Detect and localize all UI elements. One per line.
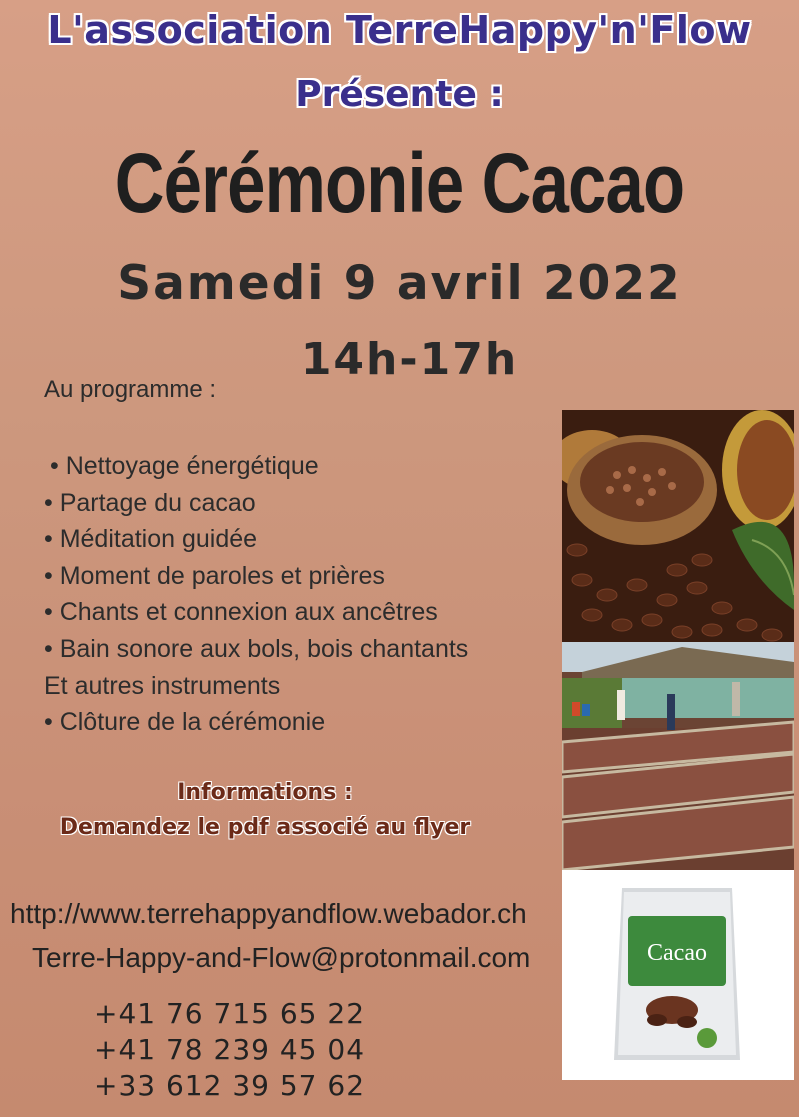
event-time: 14h-17h	[300, 334, 519, 385]
phone-list	[94, 996, 365, 1104]
program-item: • Méditation guidée	[44, 521, 468, 558]
program-item: • Partage du cacao	[44, 485, 468, 522]
program-item: • Nettoyage énergétique	[44, 448, 468, 485]
event-title: Cérémonie Cacao	[114, 136, 685, 230]
info-heading: Informations :	[177, 780, 353, 805]
cacao-beans-illustration	[562, 410, 794, 642]
phone-number: +41 76 715 65 22	[94, 997, 366, 1030]
cacao-bag-illustration	[562, 870, 794, 1080]
drying-beds-photo	[562, 642, 794, 870]
cacao-beans-photo	[562, 410, 794, 642]
website-link[interactable]: http://www.terrehappyandflow.webador.ch	[10, 898, 527, 929]
program-list	[44, 448, 468, 741]
product-label: Cacao	[647, 940, 707, 966]
program-item: • Chants et connexion aux ancêtres	[44, 594, 468, 631]
drying-beds-illustration	[562, 642, 794, 870]
event-date: Samedi 9 avril 2022	[117, 256, 682, 311]
presents-label: Présente :	[295, 74, 504, 115]
program-item: • Bain sonore aux bols, bois chantants	[44, 631, 468, 668]
phone-number: +41 78 239 45 04	[94, 1033, 366, 1066]
program-item: • Moment de paroles et prières	[44, 558, 468, 595]
info-text: Demandez le pdf associé au flyer	[59, 815, 471, 840]
organization-name: L'association TerreHappy'n'Flow	[47, 8, 752, 52]
program-item: Et autres instruments	[44, 671, 281, 700]
cacao-product-photo	[562, 870, 794, 1080]
phone-number: +33 612 39 57 62	[94, 1069, 366, 1102]
email-link[interactable]: Terre-Happy-and-Flow@protonmail.com	[32, 942, 531, 973]
program-item: • Clôture de la cérémonie	[44, 704, 468, 741]
program-heading: Au programme :	[44, 376, 217, 403]
